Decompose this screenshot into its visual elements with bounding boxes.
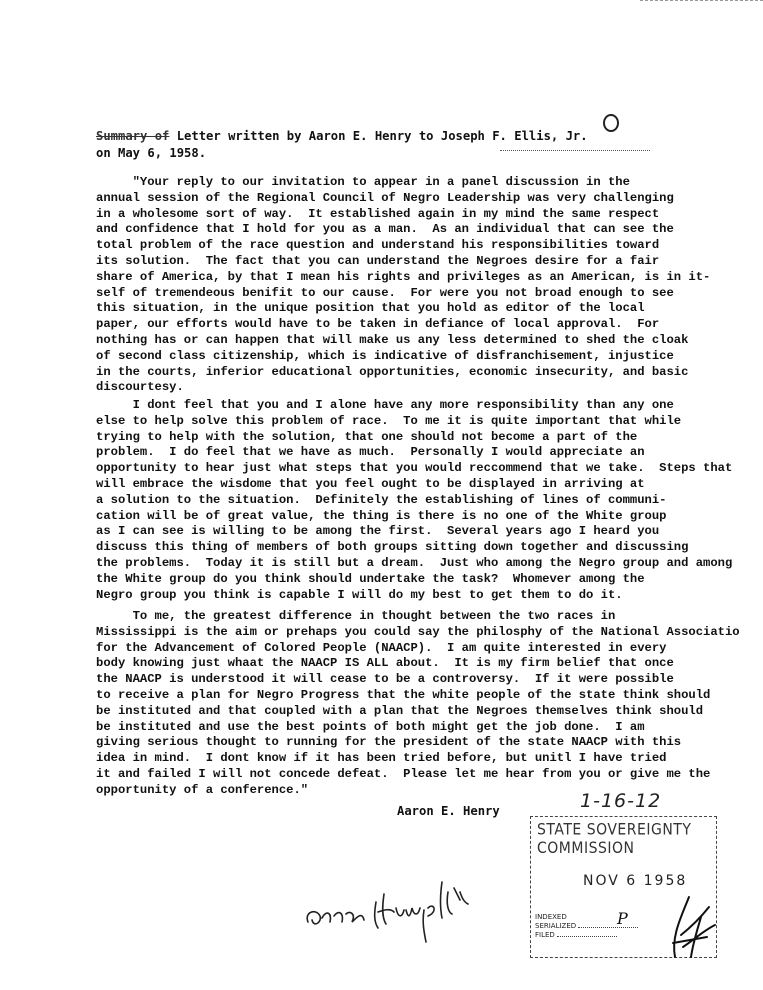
paragraph-1: "Your reply to our invitation to appear in a panel discussion in the annual session of the Regional Council of Negro Leadership was very challenging in a wholesome sort of way. It established again in my mind the same respect and confidence that I hold for you as a man. As an individual that can see the total problem of the race question and understand his responsibilities toward its solution. The fact that you can understand the Negroes desire for a fair share of America, by that I mean his rights and privileges as an American, is in it- self of tremendeous benifit to our cause. For were you not broad enough to see this situation, in the unique position that you hold as editor of the local paper, our efforts would have to be taken in defiance of local approval. For nothing has or can happen that will make us any less determined to shed the cloak of second class citizenship, which is indicative of disfranchisement, injustice in the courts, inferior educational opportunities, economic insecurity, and basic discourtesy. [96, 175, 711, 395]
stamp-date: NOV 6 1958 [583, 873, 688, 889]
receipt-stamp [530, 816, 717, 958]
heading-line-1: Letter written by Aaron E. Henry to Joseph F. Ellis, Jr. [169, 129, 588, 143]
stamp-field-filed: FILED [535, 931, 638, 940]
stamp-field-indexed: INDEXED [535, 913, 567, 921]
stamp-field-serialized: SERIALIZED [535, 922, 638, 931]
letter-heading [96, 128, 736, 161]
handwritten-initials-icon [661, 887, 721, 962]
paragraph-3: To me, the greatest difference in thought between the two races in Mississippi is the aim or prehaps you could say the philosphy of the National Associatio for the Advancement of Colored People (NAACP). I am quite interested in every body knowing just whaat the NAACP IS ALL about. It is my firm belief that once the NAACP is understood it will cease to be a controversy. If it were possible to receive a plan for Negro Progress that the white people of the state think should be instituted and that coupled with a plan that the Negroes themselves think should be instituted and use the best points of both might get the job done. I am giving serious thought to running for the president of the state NAACP with this idea in mind. I dont know if it has been tried before, but unitl I have tried it and failed I will not concede defeat. Please let me hear from you or give me the opportunity of a conference." [96, 609, 740, 797]
heading-line-2: on May 6, 1958. [96, 145, 207, 160]
handwritten-signature-icon [300, 852, 500, 952]
stamp-agency: STATE SOVEREIGNTY COMMISSION [537, 820, 692, 858]
signer-name: Aaron E. Henry [397, 804, 500, 818]
file-number: 1-16-12 [580, 790, 662, 812]
heading-underline [500, 150, 650, 151]
paragraph-2: I dont feel that you and I alone have any more responsibility than any one else to help solve this problem of race. To me it is quite important that while trying to help with the solution, that one should not become a part of the problem. I do feel that we have as much. Personally I would appreciate an opportunity to hear just what steps that you would reccommend that we take. Steps that will embrace the wisdome that you feel ought to be displayed in arriving at a solution to the situation. Definitely the establishing of lines of communi- cation will be of great value, the thing is there is no one of the White group as I can see is willing to be among the first. Several years ago I heard you discuss this thing of members of both groups sitting down together and discussing the problems. Today it is still but a dream. Just who among the Negro group and among the White group do you think should undertake the task? Whomever among the Negro group you think is capable I will do my best to get them to do it. [96, 398, 733, 602]
top-edge-rule [640, 0, 763, 1]
stamp-initial: P [617, 909, 628, 928]
struck-word: Summary of [96, 129, 170, 143]
